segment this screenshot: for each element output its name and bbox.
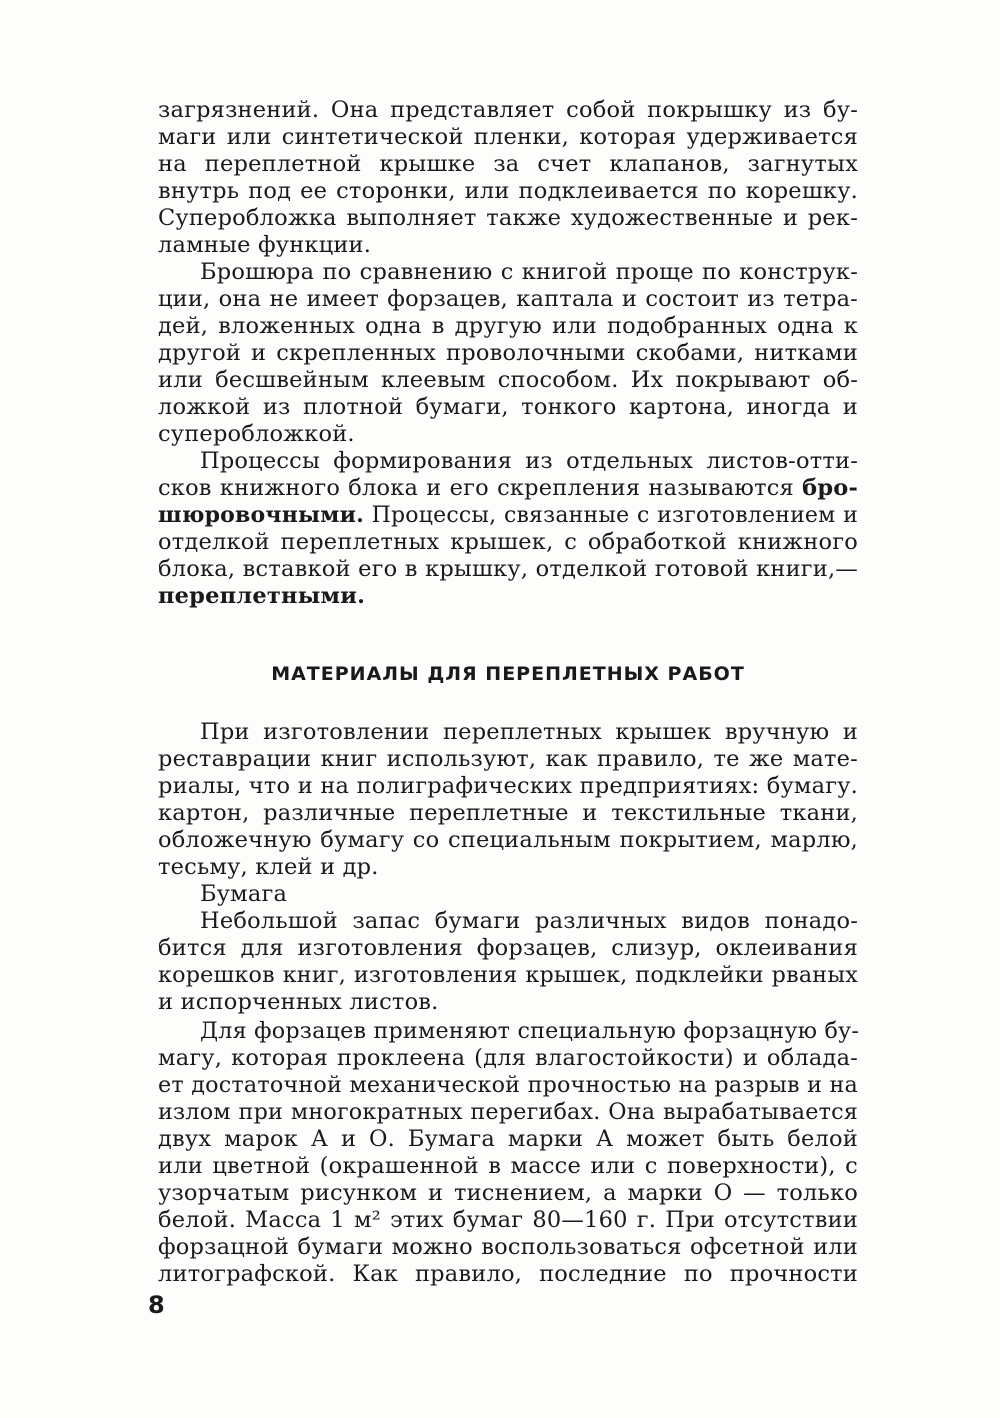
text-line: обложечную бумагу со специальным покрытием, марлю, [158, 827, 858, 853]
text-line: корешков книг, изготовления крышек, подклейки рваных [158, 962, 858, 988]
text-line: внутрь под ее сторонки, или подклеивается по корешку. [158, 178, 858, 204]
text-line: Для форзацев применяют специальную форзацную бу- [200, 1018, 860, 1044]
text-run: сков книжного блока и его скрепления называются [158, 475, 803, 501]
text-line [158, 473, 858, 503]
text-line: или цветной (окрашенной в массе или с поверхности), с [158, 1153, 858, 1179]
text-line: ложкой из плотной бумаги, тонкого картона, иногда и [158, 394, 858, 420]
text-line: узорчатым рисунком и тиснением, а марки О — только [158, 1180, 858, 1206]
text-line: тесьму, клей и др. [158, 854, 379, 880]
text-line: литографской. Как правило, последние по прочности [158, 1261, 858, 1287]
text-line: суперобложкой. [158, 421, 355, 447]
text-line: Брошюра по сравнению с книгой проще по конструк- [200, 259, 858, 285]
text-line: загрязнений. Она представляет собой покрышку из бу- [158, 97, 858, 123]
text-line: Суперобложка выполняет также художественные и рек- [158, 205, 858, 231]
text-line [158, 500, 858, 530]
text-line: реставрации книг используют, как правило, те же мате- [158, 746, 858, 772]
text-line: дей, вложенных одна в другую или подобранных одна к [158, 313, 858, 339]
text-line: ции, она не имеет форзацев, каптала и состоит из тетра- [158, 286, 858, 312]
text-line: двух марок А и О. Бумага марки А может быть белой [158, 1126, 858, 1152]
text-line: маги или синтетической пленки, которая удерживается [158, 124, 858, 150]
subheading-paper: Бумага [200, 881, 288, 907]
text-line: При изготовлении переплетных крышек вручную и [200, 719, 858, 745]
text-line: блока, вставкой его в крышку, отделкой готовой книги,— [158, 556, 858, 582]
text-line: или бесшвейным клеевым способом. Их покрывают об- [158, 367, 858, 393]
text-line: другой и скрепленных проволочными скобами, нитками [158, 340, 858, 366]
bold-term: бро- [802, 475, 858, 501]
text-line: и испорченных листов. [158, 989, 439, 1015]
text-line: картон, различные переплетные и текстильные ткани, [158, 800, 858, 826]
text-line: ламные функции. [158, 232, 372, 258]
bold-term: шюровочными. [158, 502, 364, 528]
text-run: Процессы, связанные с изготовлением и [363, 503, 858, 528]
text-line: излом при многократных перегибах. Она вырабатывается [158, 1099, 858, 1125]
text-line: на переплетной крышке за счет клапанов, загнутых [158, 151, 858, 177]
text-line: Процессы формирования из отдельных листов-отти- [200, 448, 858, 474]
text-line: отделкой переплетных крышек, с обработкой книжного [158, 529, 858, 555]
text-line: форзацной бумаги можно воспользоваться офсетной или [158, 1234, 858, 1260]
text-line: Небольшой запас бумаги различных видов понадо- [200, 908, 858, 934]
bold-term: переплетными. [158, 583, 366, 609]
text-line: белой. Масса 1 м² этих бумаг 80—160 г. При отсутствии [158, 1207, 858, 1233]
section-heading: МАТЕРИАЛЫ ДЛЯ ПЕРЕПЛЕТНЫХ РАБОТ [271, 663, 745, 685]
page-number: 8 [148, 1291, 165, 1319]
text-line: бится для изготовления форзацев, слизур, оклеивания [158, 935, 858, 961]
text-line: магу, которая проклеена (для влагостойкости) и облада- [158, 1045, 858, 1071]
text-line: риалы, что и на полиграфических предприятиях: бумагу. [158, 773, 858, 799]
text-line: ет достаточной механической прочностью на разрыв и на [158, 1072, 858, 1098]
